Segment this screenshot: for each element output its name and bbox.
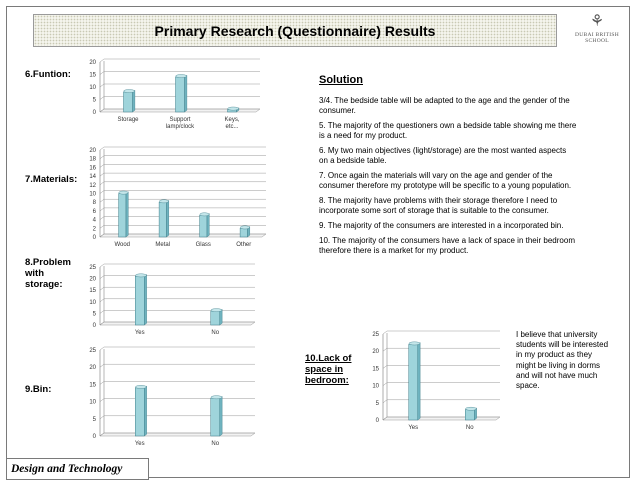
bar	[240, 228, 247, 237]
bar-side	[133, 90, 135, 112]
x-tick-label: Keys,	[224, 117, 240, 123]
bar-side	[144, 386, 146, 436]
gridline-diag	[100, 199, 104, 202]
x-tick-label: No	[465, 425, 474, 431]
bar	[211, 398, 220, 436]
bar-side	[144, 274, 146, 325]
gridline-diag	[100, 310, 104, 313]
chart-floor	[100, 322, 255, 325]
bar	[135, 388, 144, 436]
y-tick-label: 4	[92, 217, 96, 224]
gridline-diag	[100, 347, 104, 350]
bar-cap	[176, 75, 187, 78]
gridline-diag	[100, 416, 104, 419]
y-tick-label: 5	[375, 400, 379, 407]
gridline-diag	[100, 364, 104, 367]
gridline-diag	[100, 399, 104, 402]
question-label-bin: 9.Bin:	[25, 384, 52, 395]
x-tick-label: Yes	[134, 330, 145, 336]
x-tick-label: Support	[169, 117, 191, 123]
bar-cap	[228, 107, 239, 110]
gridline-diag	[100, 208, 104, 211]
y-tick-label: 5	[92, 416, 96, 423]
solution-point: 3/4. The bedside table will be adapted to the age and the gender of the consumer.	[319, 96, 570, 115]
x-tick-label: Wood	[114, 242, 131, 248]
bar-cap	[211, 396, 222, 399]
y-tick-label: 10	[89, 85, 96, 91]
solution-panel	[319, 75, 577, 261]
chart-materials	[83, 146, 269, 252]
chart-wall	[383, 333, 387, 420]
bar-cap	[465, 407, 476, 410]
chart-bin	[83, 344, 259, 452]
bar	[119, 194, 126, 238]
x-tick-label: Glass	[195, 242, 211, 248]
bar	[135, 276, 144, 325]
chart-space	[366, 328, 504, 440]
solution-point: 10. The majority of the consumers have a lack of space in their bedroom therefore there is a market for my product.	[319, 236, 575, 255]
y-tick-label: 25	[89, 348, 96, 354]
bar-cap	[240, 226, 249, 229]
y-tick-label: 0	[375, 418, 379, 424]
gridline-diag	[383, 383, 387, 386]
bar	[465, 410, 474, 420]
y-tick-label: 20	[89, 365, 96, 372]
gridline-diag	[383, 348, 387, 351]
gridline-diag	[100, 381, 104, 384]
y-tick-label: 10	[89, 299, 96, 306]
y-tick-label: 15	[89, 288, 96, 295]
school-logo	[565, 14, 629, 48]
bar-side	[185, 75, 187, 112]
gridline-diag	[100, 164, 104, 167]
y-tick-label: 0	[92, 110, 96, 116]
y-tick-label: 0	[92, 323, 96, 329]
solution-heading: Solution	[319, 74, 363, 86]
x-tick-label: Metal	[155, 242, 171, 248]
gridline-diag	[100, 147, 104, 150]
bar-side	[166, 200, 168, 237]
gridline-diag	[100, 84, 104, 87]
bar-side	[220, 396, 222, 436]
bar-cap	[211, 309, 222, 312]
y-tick-label: 20	[372, 349, 379, 356]
x-tick-label: Yes	[408, 425, 419, 431]
bar-side	[418, 343, 420, 420]
chart-floor	[383, 417, 500, 420]
y-tick-label: 20	[89, 60, 96, 66]
x-tick-label: No	[211, 330, 220, 336]
y-tick-label: 5	[92, 97, 96, 104]
y-tick-label: 10	[89, 399, 96, 406]
bar	[176, 77, 185, 112]
bar-cap	[135, 385, 146, 388]
gridline-diag	[100, 173, 104, 176]
university-note: I believe that university students will be interested in my product as they might be living in dorms and will not have much space.	[516, 330, 609, 391]
solution-point: 9. The majority of the consumers are interested in a incorporated bin.	[319, 221, 564, 230]
y-tick-label: 10	[372, 383, 379, 390]
y-tick-label: 0	[92, 235, 96, 241]
gridline-diag	[100, 59, 104, 62]
question-label-storage: 8.Problem with storage:	[25, 257, 71, 290]
solution-point: 8. The majority have problems with their storage therefore I need to incorporate some sort of storage that is suitable to the consumer.	[319, 196, 558, 215]
y-tick-label: 6	[92, 208, 96, 215]
solution-point: 7. Once again the materials will vary on the age and gender of the consumer therefore my prototype will be specific to a young population.	[319, 171, 572, 190]
gridline-diag	[100, 217, 104, 220]
y-tick-label: 15	[89, 72, 96, 79]
x-tick-label: lamp/clock	[165, 124, 195, 130]
solution-point: 6. My two main objectives (light/storage) are the most wanted aspects on a bedside table.	[319, 146, 567, 165]
bar-cap	[119, 191, 128, 194]
x-tick-label: etc...	[225, 124, 239, 130]
question-label-space: 10.Lack of space in bedroom:	[305, 353, 352, 386]
crest-icon: ⚘	[589, 13, 605, 30]
gridline-diag	[100, 156, 104, 159]
gridline-diag	[100, 97, 104, 100]
y-tick-label: 20	[89, 276, 96, 283]
chart-function	[83, 58, 265, 140]
gridline-diag	[100, 299, 104, 302]
y-tick-label: 2	[92, 226, 96, 233]
bar-side	[207, 213, 209, 237]
y-tick-label: 25	[89, 265, 96, 271]
chart-storage	[83, 262, 259, 342]
page-title: Primary Research (Questionnaire) Results	[33, 14, 557, 47]
y-tick-label: 8	[92, 200, 96, 207]
y-tick-label: 15	[372, 366, 379, 373]
y-tick-label: 10	[89, 191, 96, 198]
y-tick-label: 0	[92, 434, 96, 440]
chart-wall	[100, 349, 104, 436]
bar	[200, 215, 207, 237]
bar-cap	[159, 200, 168, 203]
x-tick-label: Other	[236, 242, 252, 248]
solution-point: 5. The majority of the questioners own a bedside table showing me there is a need for my product.	[319, 121, 577, 140]
question-label-function: 6.Funtion:	[25, 69, 71, 80]
gridline-diag	[383, 331, 387, 334]
gridline-diag	[100, 287, 104, 290]
x-tick-label: Storage	[117, 117, 139, 123]
y-tick-label: 25	[372, 332, 379, 338]
gridline-diag	[100, 182, 104, 185]
y-tick-label: 16	[89, 165, 96, 172]
footer-subject: Design and Technology	[6, 458, 149, 480]
gridline-diag	[100, 72, 104, 75]
chart-wall	[100, 266, 104, 325]
logo-text: DUBAI BRITISH SCHOOL	[574, 32, 620, 44]
bar-cap	[135, 274, 146, 277]
gridline-diag	[383, 365, 387, 368]
x-tick-label: Yes	[134, 441, 145, 447]
bar-cap	[200, 213, 209, 216]
gridline-diag	[100, 191, 104, 194]
y-tick-label: 20	[89, 148, 96, 154]
y-tick-label: 14	[89, 174, 96, 181]
bar-side	[126, 192, 128, 237]
chart-floor	[100, 433, 255, 436]
y-tick-label: 12	[89, 182, 96, 189]
bar-cap	[124, 90, 135, 93]
bar-cap	[409, 342, 420, 345]
gridline-diag	[100, 276, 104, 279]
x-tick-label: No	[211, 441, 220, 447]
y-tick-label: 5	[92, 311, 96, 318]
bar	[409, 344, 418, 420]
question-label-materials: 7.Materials:	[25, 174, 78, 185]
y-tick-label: 18	[89, 156, 96, 163]
y-tick-label: 15	[89, 382, 96, 389]
gridline-diag	[100, 225, 104, 228]
gridline-diag	[383, 400, 387, 403]
bar	[124, 92, 133, 112]
bar	[159, 202, 166, 237]
bar	[211, 311, 220, 325]
gridline-diag	[100, 264, 104, 267]
